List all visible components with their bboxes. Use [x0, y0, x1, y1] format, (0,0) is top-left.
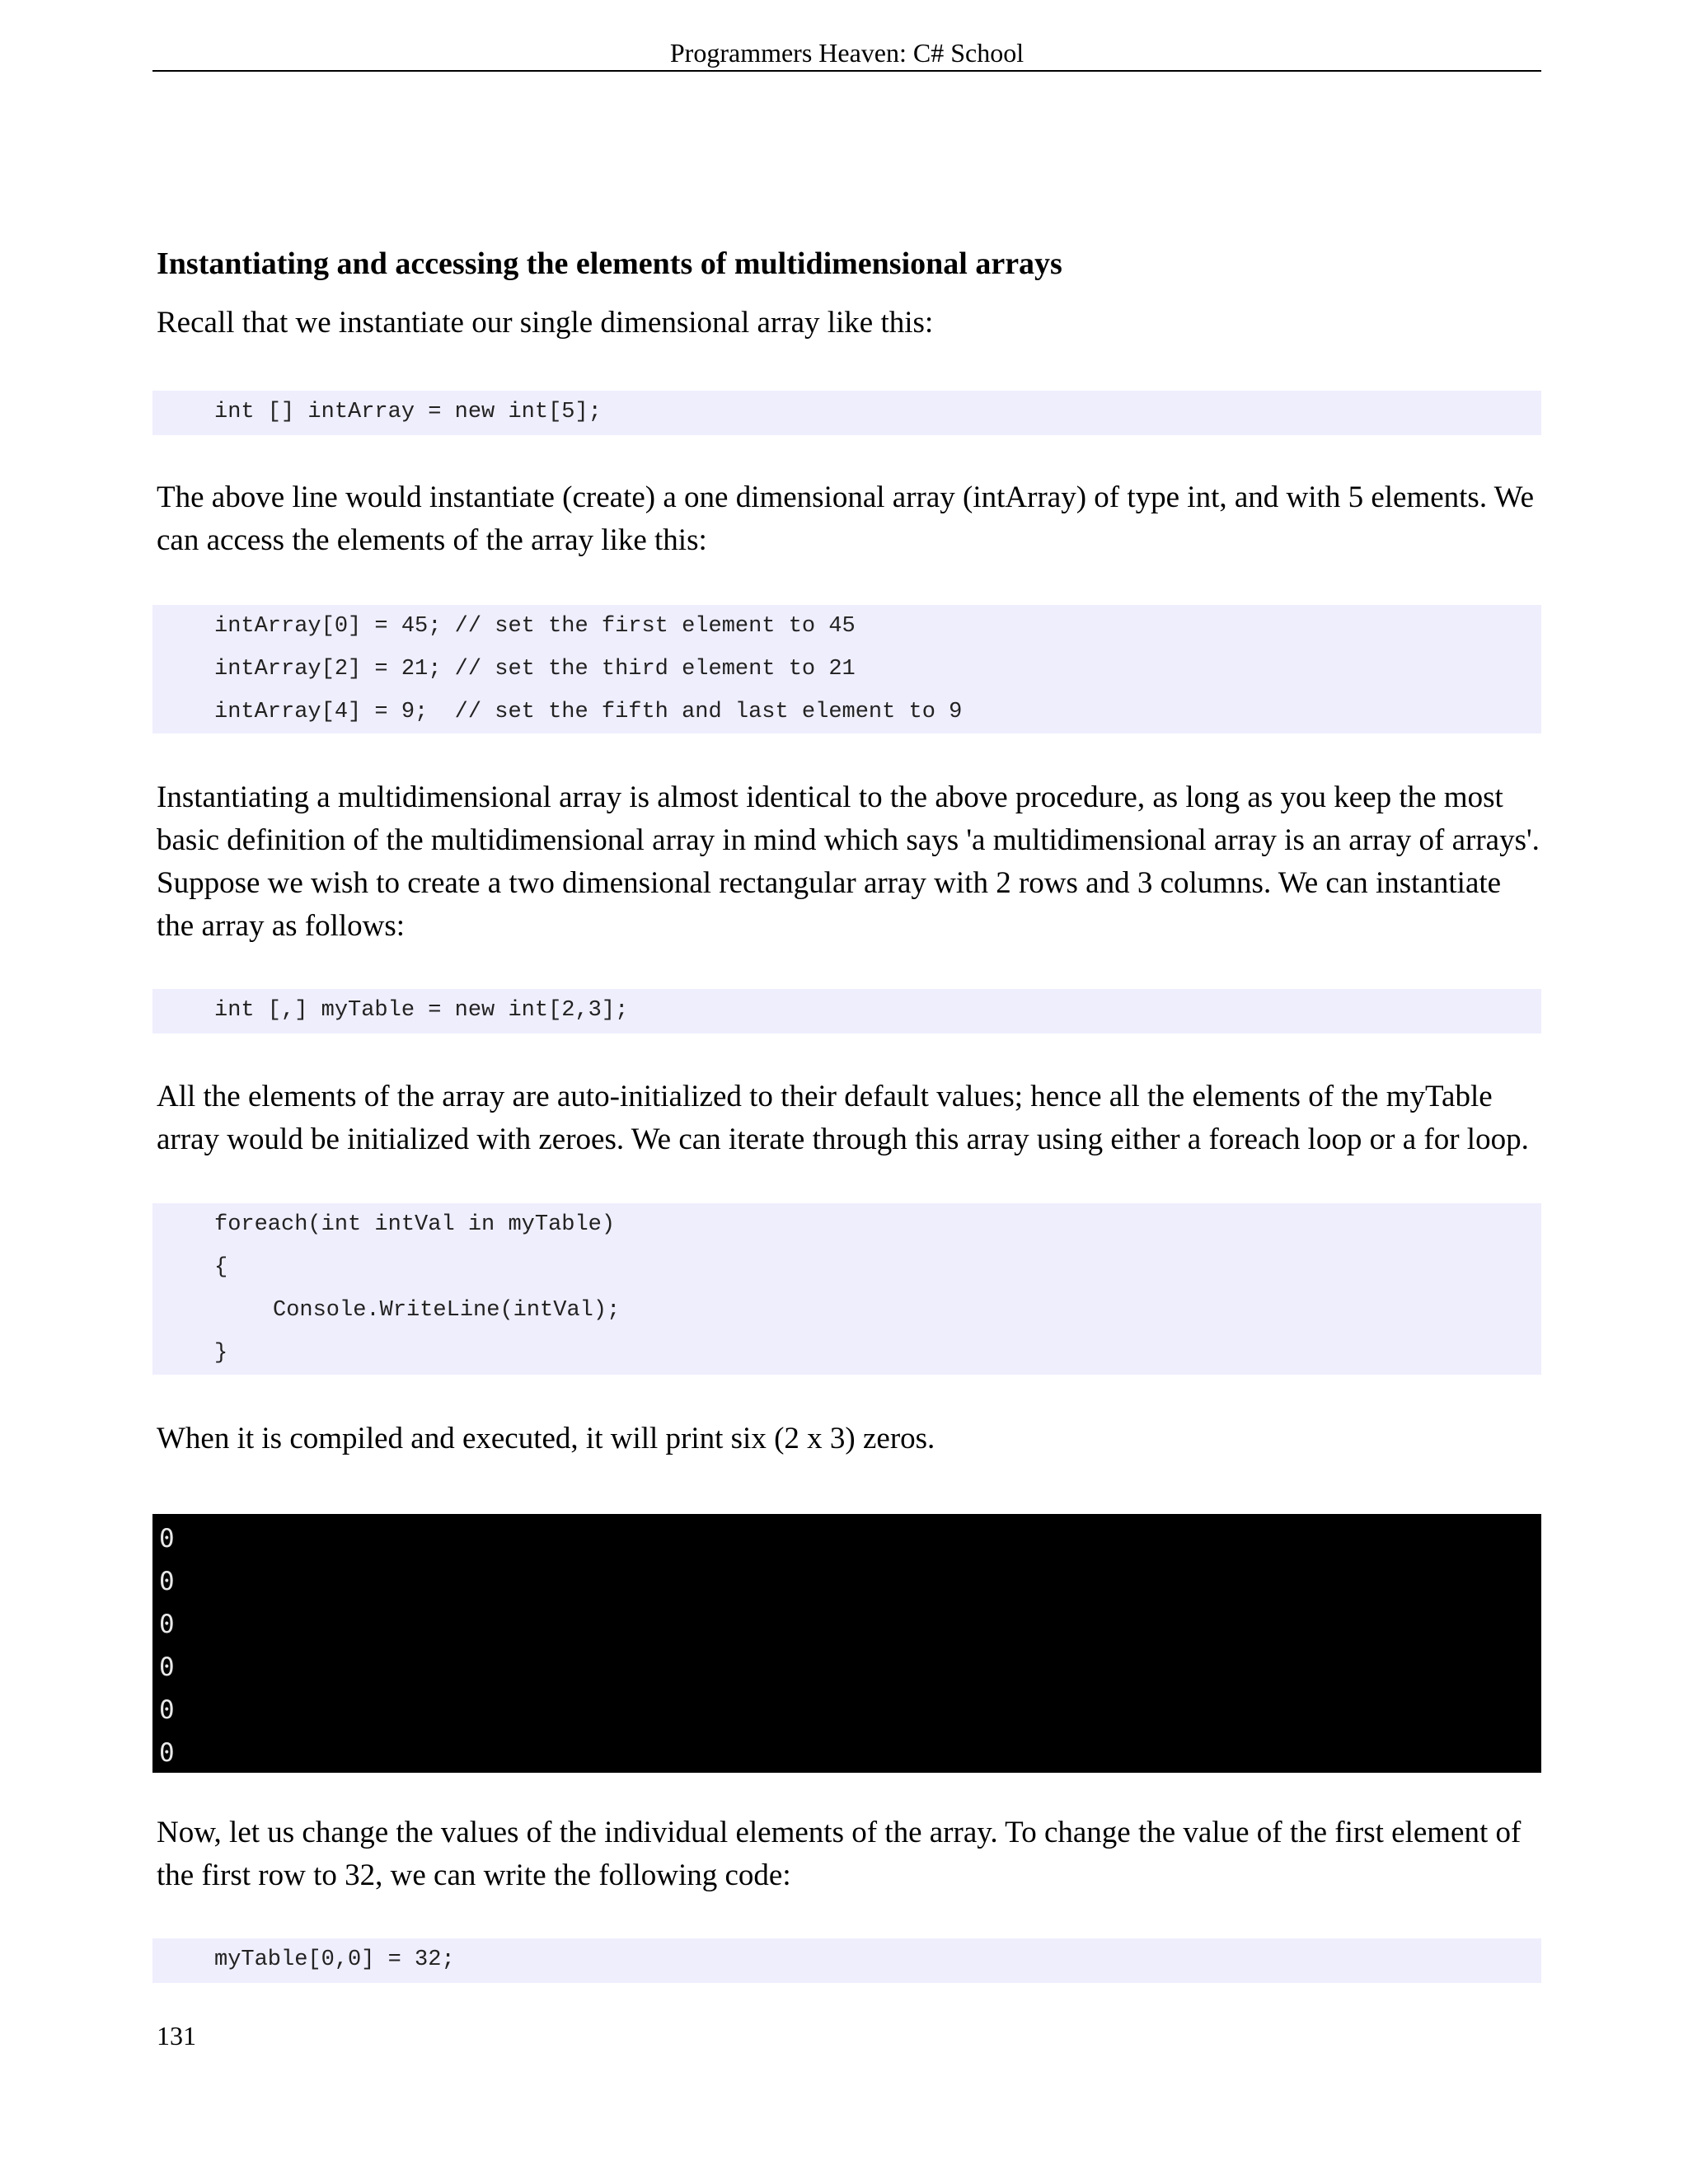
header-rule — [152, 70, 1541, 72]
paragraph: All the elements of the array are auto-initialized to their default values; hence all the elements of the myTable array would be initialized with zeroes. We can iterate through this array using either a foreach loop or a for loop. — [157, 1080, 1529, 1156]
running-header: Programmers Heaven: C# School — [669, 38, 1025, 68]
console-output — [152, 1514, 1541, 1773]
code-block-multidim-declaration — [152, 989, 1541, 1033]
paragraph: The above line would instantiate (create) a one dimensional array (intArray) of type int, and with 5 elements. We can access the elements of the array like this: — [157, 480, 1535, 557]
code-line: } — [214, 1341, 228, 1366]
code-line: foreach(int intVal in myTable) — [214, 1212, 616, 1237]
code-line: intArray[2] = 21; // set the third element to 21 — [214, 657, 856, 682]
paragraph-block — [157, 1811, 1541, 1897]
section-heading: Instantiating and accessing the elements of multidimensional arrays — [157, 246, 1062, 281]
code-block-foreach-loop — [152, 1203, 1541, 1375]
code-block-array-declaration — [152, 391, 1541, 435]
code-line: intArray[0] = 45; // set the first element to 45 — [214, 614, 856, 639]
console-line: 0 — [159, 1610, 175, 1639]
code-line: intArray[4] = 9; // set the fifth and last element to 9 — [214, 700, 963, 724]
paragraph-block — [157, 1076, 1541, 1161]
paragraph: When it is compiled and executed, it will print six (2 x 3) zeros. — [157, 1422, 935, 1455]
code-line: int [] intArray = new int[5]; — [214, 400, 602, 424]
code-block-element-update — [152, 1938, 1541, 1983]
paragraph: Recall that we instantiate our single dimensional array like this: — [157, 306, 934, 340]
paragraph: Now, let us change the values of the individual elements of the array. To change the value of the first element of the first row to 32, we can write the following code: — [157, 1816, 1522, 1892]
paragraph-block — [157, 776, 1541, 948]
page-number: 131 — [157, 2021, 196, 2050]
console-line: 0 — [159, 1738, 175, 1768]
code-line: myTable[0,0] = 32; — [214, 1947, 455, 1972]
console-line: 0 — [159, 1567, 175, 1596]
paragraph-block — [157, 1418, 1541, 1460]
console-line: 0 — [159, 1652, 175, 1682]
console-line: 0 — [159, 1524, 175, 1554]
code-line: Console.WriteLine(intVal); — [273, 1298, 621, 1323]
code-block-element-assignment — [152, 605, 1541, 733]
console-line: 0 — [159, 1695, 175, 1725]
paragraph-block — [157, 476, 1541, 562]
code-line: int [,] myTable = new int[2,3]; — [214, 998, 629, 1023]
code-line: { — [214, 1255, 228, 1280]
section-intro — [157, 244, 1541, 344]
paragraph: Instantiating a multidimensional array is almost identical to the above procedure, as long as you keep the most basic definition of the multidimensional array in mind which says 'a multidimensional array is an array of arrays'. Suppose we wish to create a two dimensional rectangular array with 2 rows and 3 columns. We can instantiate the array as follows: — [157, 780, 1540, 943]
